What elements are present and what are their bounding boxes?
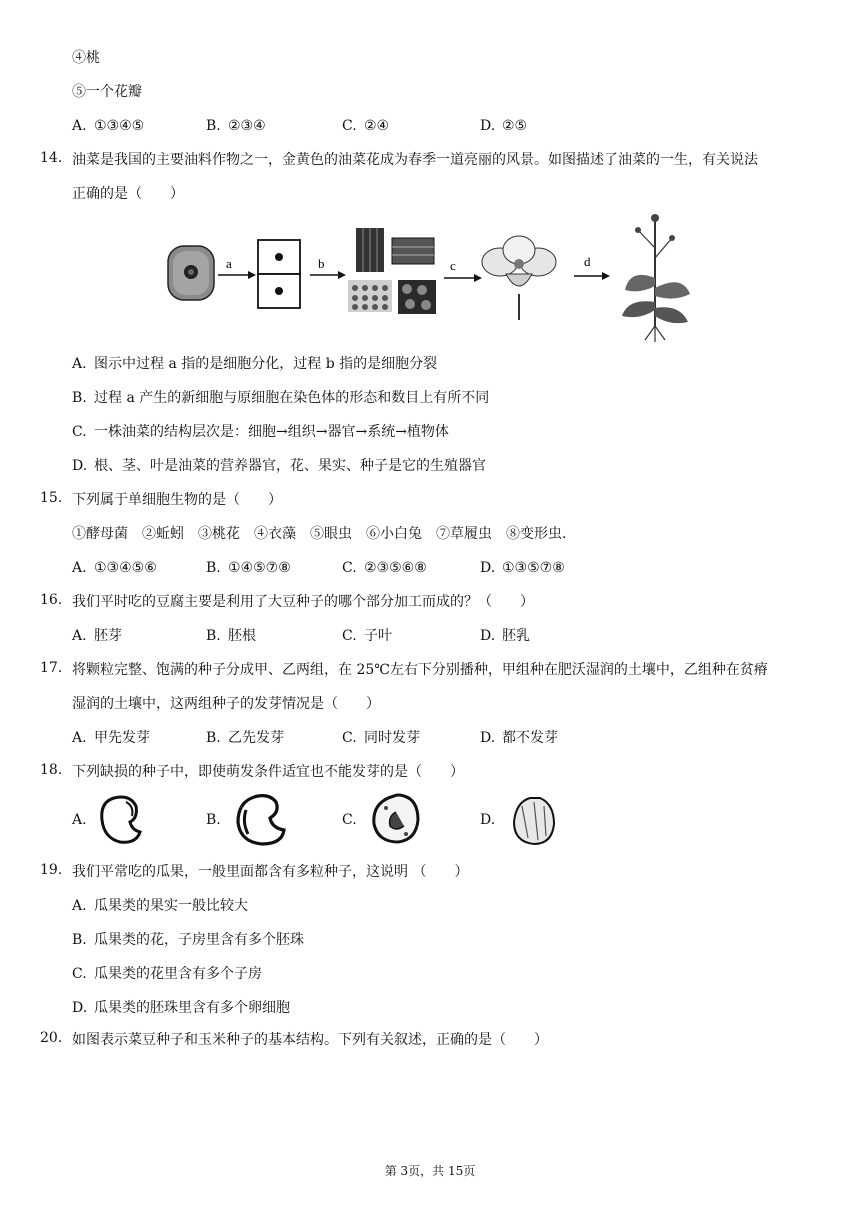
option-text: ②③④ xyxy=(228,118,266,134)
q19-stem: 我们平常吃的瓜果，一般里面都含有多粒种子，这说明 （ ） xyxy=(72,864,469,880)
option-label: A. xyxy=(72,898,87,914)
q14-option-d[interactable] xyxy=(72,456,486,476)
option-label: B. xyxy=(206,812,221,828)
option-label: A. xyxy=(72,356,87,372)
q14-option-c[interactable] xyxy=(72,422,449,442)
option-text: 胚芽 xyxy=(94,628,122,644)
question-number: 20. xyxy=(40,1030,63,1046)
q19-option-b[interactable] xyxy=(72,930,304,950)
dividing-cells-icon xyxy=(258,240,300,308)
question-number: 16. xyxy=(40,592,63,608)
q17-stem: 将颗粒完整、饱满的种子分成甲、乙两组，在 25℃左右下分别播种，甲组种在肥沃湿润的土壤中，乙组种在贫瘠 xyxy=(72,662,768,678)
q18-option-b[interactable] xyxy=(206,810,228,830)
q14-option-b[interactable] xyxy=(72,388,489,408)
q17-option-b[interactable] xyxy=(206,728,284,748)
plant-icon xyxy=(622,214,690,342)
option-label: C. xyxy=(342,812,357,828)
option-text: 胚乳 xyxy=(502,628,530,644)
option-text: 过程 a 产生的新细胞与原细胞在染色体的形态和数目上有所不同 xyxy=(94,390,490,406)
option-text: 瓜果类的花里含有多个子房 xyxy=(94,966,262,982)
option-label: D. xyxy=(480,812,496,828)
q13-option-d[interactable] xyxy=(480,116,527,136)
option-text: ②③⑤⑥⑧ xyxy=(364,560,427,576)
q20-stem: 如图表示菜豆种子和玉米种子的基本结构。下列有关叙述，正确的是（ ） xyxy=(72,1032,548,1048)
option-label: B. xyxy=(206,730,221,746)
arrow-label-c: c xyxy=(450,258,456,273)
option-text: ①③⑤⑦⑧ xyxy=(502,560,565,576)
option-text: 胚根 xyxy=(228,628,256,644)
q15-option-d[interactable] xyxy=(480,558,565,578)
q15-stem: 下列属于单细胞生物的是（ ） xyxy=(72,492,282,508)
option-label: B. xyxy=(206,560,221,576)
tissues-icon xyxy=(348,228,436,314)
q15-option-a[interactable] xyxy=(72,558,157,578)
option-text: 一株油菜的结构层次是：细胞→组织→器官→系统→植物体 xyxy=(94,424,449,440)
q16-option-a[interactable] xyxy=(72,626,122,646)
item-5: ⑤一个花瓣 xyxy=(72,84,142,100)
option-text: ①③④⑤⑥ xyxy=(94,560,157,576)
q15-option-b[interactable] xyxy=(206,558,291,578)
option-text: 瓜果类的果实一般比较大 xyxy=(94,898,248,914)
option-label: D. xyxy=(72,458,88,474)
option-label: D. xyxy=(480,560,496,576)
option-label: A. xyxy=(72,628,87,644)
page-footer: 第 3页，共 15页 xyxy=(384,1164,476,1178)
q18-option-a[interactable] xyxy=(72,810,94,830)
q16-option-c[interactable] xyxy=(342,626,392,646)
q13-option-c[interactable] xyxy=(342,116,389,136)
q14-option-a[interactable] xyxy=(72,354,437,374)
option-label: D. xyxy=(480,628,496,644)
question-number: 19. xyxy=(40,862,63,878)
option-label: C. xyxy=(342,730,357,746)
arrow-c-icon xyxy=(444,274,482,282)
option-text: ①③④⑤ xyxy=(94,118,145,134)
arrow-b-icon xyxy=(310,271,346,279)
option-text: 瓜果类的花，子房里含有多个胚珠 xyxy=(94,932,304,948)
option-label: A. xyxy=(72,730,87,746)
option-label: C. xyxy=(342,118,357,134)
question-number: 15. xyxy=(40,490,63,506)
q18-option-d[interactable] xyxy=(480,810,502,830)
arrow-label-b: b xyxy=(318,256,325,271)
option-label: D. xyxy=(480,730,496,746)
q16-option-b[interactable] xyxy=(206,626,256,646)
q15-option-c[interactable] xyxy=(342,558,427,578)
option-text: 瓜果类的胚珠里含有多个卵细胞 xyxy=(94,1000,290,1016)
q16-option-d[interactable] xyxy=(480,626,530,646)
damaged-seed-a-icon xyxy=(96,792,146,846)
option-text: 子叶 xyxy=(364,628,392,644)
option-text: 都不发芽 xyxy=(502,730,558,746)
arrow-label-a: a xyxy=(226,256,232,271)
damaged-seed-d-icon xyxy=(506,792,560,848)
q18-stem: 下列缺损的种子中，即使萌发条件适宜也不能发芽的是（ ） xyxy=(72,764,464,780)
option-text: 甲先发芽 xyxy=(94,730,150,746)
option-label: C. xyxy=(342,628,357,644)
single-cell-icon xyxy=(168,246,214,300)
q19-option-a[interactable] xyxy=(72,896,248,916)
option-label: B. xyxy=(206,628,221,644)
arrow-a-icon xyxy=(218,271,256,279)
option-label: D. xyxy=(480,118,496,134)
q19-option-c[interactable] xyxy=(72,964,262,984)
option-label: C. xyxy=(72,424,87,440)
option-text: ②⑤ xyxy=(502,118,528,134)
arrow-d-icon xyxy=(574,272,610,280)
question-number: 14. xyxy=(40,150,63,166)
option-label: A. xyxy=(72,118,87,134)
option-text: 乙先发芽 xyxy=(228,730,284,746)
question-number: 17. xyxy=(40,660,63,676)
option-label: C. xyxy=(72,966,87,982)
option-text: 同时发芽 xyxy=(364,730,420,746)
option-label: B. xyxy=(206,118,221,134)
option-text: 根、茎、叶是油菜的营养器官，花、果实、种子是它的生殖器官 xyxy=(94,458,486,474)
q17-option-a[interactable] xyxy=(72,728,150,748)
q17-option-c[interactable] xyxy=(342,728,420,748)
item-4: ④桃 xyxy=(72,50,100,66)
option-label: A. xyxy=(72,560,87,576)
arrow-label-d: d xyxy=(584,254,591,269)
q16-stem: 我们平时吃的豆腐主要是利用了大豆种子的哪个部分加工而成的？（ ） xyxy=(72,594,534,610)
q17-stem-cont: 湿润的土壤中，这两组种子的发芽情况是（ ） xyxy=(72,696,380,712)
option-label: D. xyxy=(72,1000,88,1016)
flower-icon xyxy=(482,236,556,320)
q14-stem: 油菜是我国的主要油料作物之一，金黄色的油菜花成为春季一道亮丽的风景。如图描述了油菜的一生，有关说法 xyxy=(72,152,758,168)
question-number: 18. xyxy=(40,762,63,778)
option-text: 图示中过程 a 指的是细胞分化，过程 b 指的是细胞分裂 xyxy=(94,356,438,372)
option-label: A. xyxy=(72,812,87,828)
option-text: ②④ xyxy=(364,118,390,134)
q13-option-b[interactable] xyxy=(206,116,266,136)
damaged-seed-c-icon xyxy=(366,790,422,848)
option-label: C. xyxy=(342,560,357,576)
q19-option-d[interactable] xyxy=(72,998,290,1018)
q18-option-c[interactable] xyxy=(342,810,364,830)
q15-items: ①酵母菌 ②蚯蚓 ③桃花 ④衣藻 ⑤眼虫 ⑥小白兔 ⑦草履虫 ⑧变形虫. xyxy=(72,526,567,542)
q17-option-d[interactable] xyxy=(480,728,558,748)
q13-option-a[interactable] xyxy=(72,116,144,136)
option-label: B. xyxy=(72,932,87,948)
option-text: ①④⑤⑦⑧ xyxy=(228,560,291,576)
q14-stem-cont: 正确的是（ ） xyxy=(72,186,184,202)
damaged-seed-b-icon xyxy=(232,790,288,848)
option-label: B. xyxy=(72,390,87,406)
rapeseed-lifecycle-figure xyxy=(160,208,705,348)
